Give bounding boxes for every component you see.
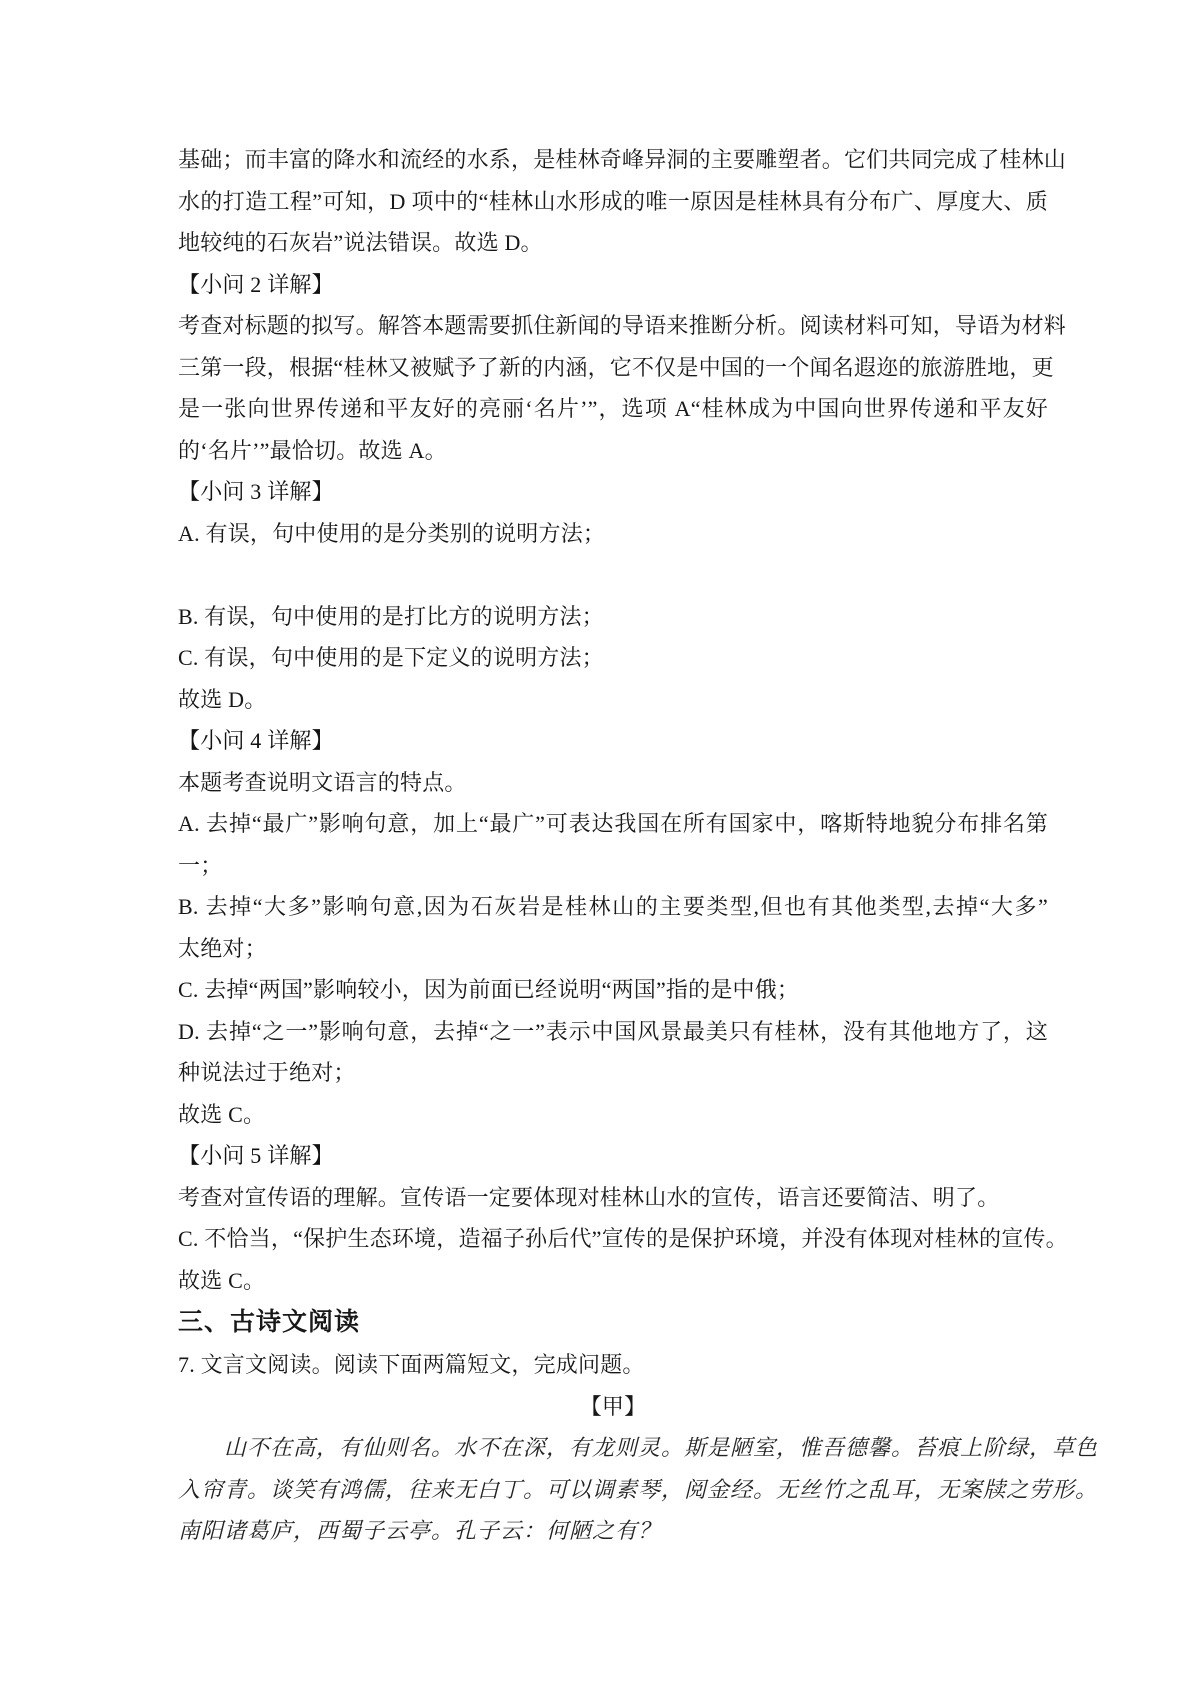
answer-text-line: 三第一段，根据“桂林又被赋予了新的内涵，它不仅是中国的一个闻名遐迩的旅游胜地，更 (178, 354, 1054, 380)
option-b-line: B. 有误，句中使用的是打比方的说明方法； (178, 603, 604, 629)
answer-text-line: 水的打造工程”可知，D 项中的“桂林山水形成的唯一原因是桂林具有分布广、厚度大、质 (178, 188, 1048, 214)
answer-text-line: 考查对标题的拟写。解答本题需要抓住新闻的导语来推断分析。阅读材料可知，导语为材料 (178, 313, 1067, 338)
option-a-continuation: 一； (178, 852, 223, 878)
answer-text-line: 的‘名片’”最恰切。故选 A。 (178, 437, 447, 463)
answer-text-line: 基础；而丰富的降水和流经的水系，是桂林奇峰异洞的主要雕塑者。它们共同完成了桂林山 (178, 147, 1067, 172)
option-b-line: B. 去掉“大多”影响句意,因为石灰岩是桂林山的主要类型,但也有其他类型,去掉“大多” (178, 894, 1048, 919)
section-heading: 三、古诗文阅读 (178, 1308, 361, 1336)
option-a-line: A. 去掉“最广”影响句意，加上“最广”可表达我国在所有国家中，喀斯特地貌分布排名第 (178, 811, 1048, 836)
answer-choice-line: 故选 D。 (178, 686, 267, 712)
answer-text-line: 是一张向世界传递和平友好的亮丽‘名片’”，选项 A“桂林成为中国向世界传递和平友好 (178, 396, 1048, 421)
subquestion-2-heading: 【小问 2 详解】 (178, 271, 334, 297)
classical-passage-line: 入帘青。谈笑有鸿儒，往来无白丁。可以调素琴，阅金经。无丝竹之乱耳，无案牍之劳形。 (178, 1476, 1099, 1502)
classical-passage-line: 山不在高，有仙则名。水不在深，有龙则灵。斯是陋室，惟吾德馨。苔痕上阶绿，草色 (224, 1435, 1099, 1460)
option-c-line: C. 有误，句中使用的是下定义的说明方法； (178, 645, 604, 670)
subquestion-5-heading: 【小问 5 详解】 (178, 1143, 334, 1168)
passage-label-jia: 【甲】 (579, 1393, 647, 1419)
classical-passage-line: 南阳诸葛庐，西蜀子云亭。孔子云：何陋之有？ (178, 1518, 662, 1543)
answer-text-line: 本题考查说明文语言的特点。 (178, 769, 467, 795)
option-a-line: A. 有误，句中使用的是分类别的说明方法； (178, 520, 606, 546)
answer-choice-line: 故选 C。 (178, 1101, 266, 1127)
option-b-continuation: 太绝对； (178, 935, 267, 961)
answer-text-line: 考查对宣传语的理解。宣传语一定要体现对桂林山水的宣传，语言还要简洁、明了。 (178, 1184, 1000, 1210)
question-7-intro: 7. 文言文阅读。阅读下面两篇短文，完成问题。 (178, 1352, 645, 1377)
option-d-continuation: 种说法过于绝对； (178, 1060, 356, 1085)
subquestion-3-heading: 【小问 3 详解】 (178, 479, 334, 504)
answer-choice-line: 故选 C。 (178, 1267, 266, 1293)
option-c-line: C. 去掉“两国”影响较小，因为前面已经说明“两国”指的是中俄； (178, 977, 800, 1002)
option-d-line: D. 去掉“之一”影响句意，去掉“之一”表示中国风景最美只有桂林，没有其他地方了，这 (178, 1018, 1048, 1044)
answer-text-line: 地较纯的石灰岩”说法错误。故选 D。 (178, 230, 543, 255)
subquestion-4-heading: 【小问 4 详解】 (178, 728, 334, 753)
answer-text-line: C. 不恰当，“保护生态环境，造福子孙后代”宣传的是保护环境，并没有体现对桂林的宣传。 (178, 1226, 1068, 1251)
